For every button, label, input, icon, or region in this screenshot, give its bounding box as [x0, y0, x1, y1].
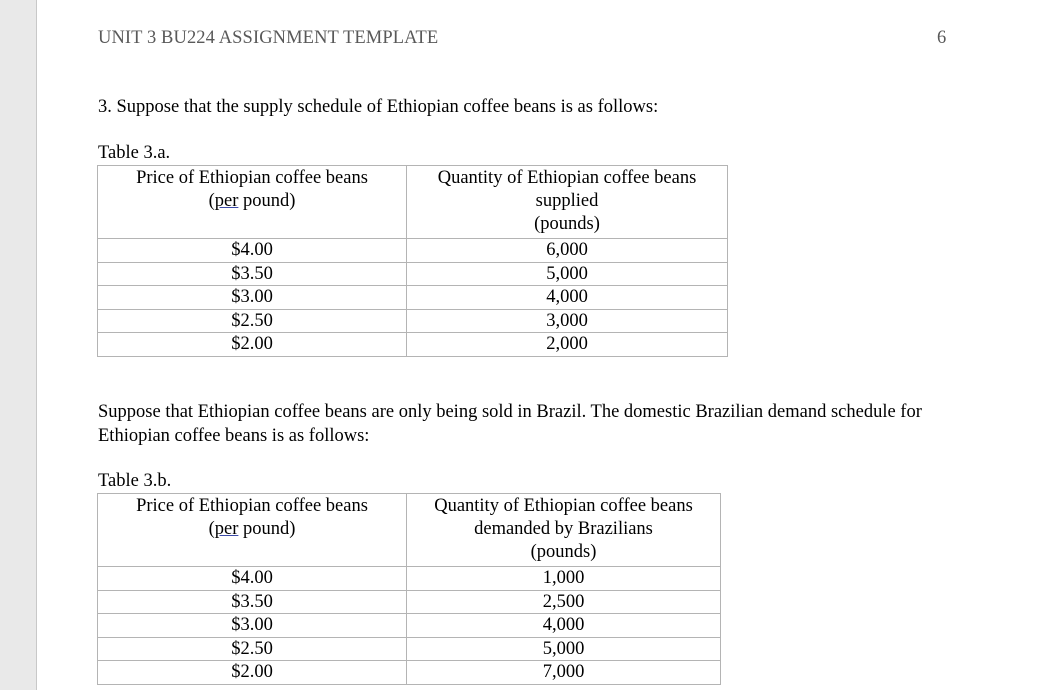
quantity-header-line2: supplied	[535, 191, 599, 211]
price-header-line2	[98, 518, 406, 541]
per-word: per	[214, 519, 239, 539]
price-cell: $2.50	[98, 309, 407, 333]
quantity-column-header	[407, 166, 728, 239]
open-paren: (	[208, 519, 215, 539]
table-row	[98, 637, 721, 661]
price-cell: $2.50	[98, 637, 407, 661]
pound-word: pound)	[238, 519, 296, 539]
table-b-caption: Table 3.b.	[98, 471, 172, 491]
table-row	[98, 567, 721, 591]
quantity-header-line1: Quantity of Ethiopian coffee beans	[437, 168, 697, 188]
header-title: UNIT 3 BU224 ASSIGNMENT TEMPLATE	[98, 28, 439, 48]
quantity-cell: 5,000	[407, 262, 728, 286]
quantity-cell: 2,500	[407, 590, 721, 614]
price-column-header	[98, 494, 407, 567]
quantity-header-line3: (pounds)	[530, 542, 597, 562]
table-a-caption: Table 3.a.	[98, 143, 171, 163]
price-cell: $2.00	[98, 333, 407, 357]
pound-word: pound)	[238, 191, 296, 211]
price-cell: $3.00	[98, 614, 407, 638]
table-row	[98, 614, 721, 638]
quantity-cell: 4,000	[407, 286, 728, 310]
quantity-header-line2: demanded by Brazilians	[474, 519, 653, 539]
price-cell: $4.00	[98, 239, 407, 263]
demand-schedule-table	[97, 493, 721, 685]
document-page[interactable]	[36, 0, 1058, 690]
price-cell: $3.00	[98, 286, 407, 310]
price-header-line2	[98, 190, 406, 213]
table-row	[98, 661, 721, 685]
table-row	[98, 333, 728, 357]
table-row	[98, 590, 721, 614]
body-paragraph: Suppose that Ethiopian coffee beans are only being sold in Brazil. The domestic Brazilian demand schedule for Ethiopian coffee beans is as follows:	[98, 402, 922, 446]
question-text: 3. Suppose that the supply schedule of Ethiopian coffee beans is as follows:	[98, 97, 659, 117]
quantity-cell: 6,000	[407, 239, 728, 263]
quantity-header-line3: (pounds)	[534, 214, 600, 234]
price-header-line1: Price of Ethiopian coffee beans	[136, 168, 368, 188]
quantity-cell: 5,000	[407, 637, 721, 661]
quantity-cell: 4,000	[407, 614, 721, 638]
quantity-header-line1: Quantity of Ethiopian coffee beans	[434, 496, 693, 516]
price-cell: $2.00	[98, 661, 407, 685]
quantity-cell: 1,000	[407, 567, 721, 591]
quantity-cell: 3,000	[407, 309, 728, 333]
table-row	[98, 239, 728, 263]
per-word: per	[214, 191, 239, 211]
price-cell: $3.50	[98, 590, 407, 614]
open-paren: (	[208, 191, 215, 211]
table-row	[98, 286, 728, 310]
price-cell: $3.50	[98, 262, 407, 286]
table-header-row	[98, 494, 721, 567]
quantity-cell: 7,000	[407, 661, 721, 685]
table-row	[98, 262, 728, 286]
table-header-row	[98, 166, 728, 239]
supply-schedule-table	[97, 165, 728, 357]
price-column-header	[98, 166, 407, 239]
quantity-column-header	[407, 494, 721, 567]
page-number: 6	[937, 28, 947, 48]
quantity-cell: 2,000	[407, 333, 728, 357]
price-cell: $4.00	[98, 567, 407, 591]
table-row	[98, 309, 728, 333]
price-header-line1: Price of Ethiopian coffee beans	[136, 496, 368, 516]
